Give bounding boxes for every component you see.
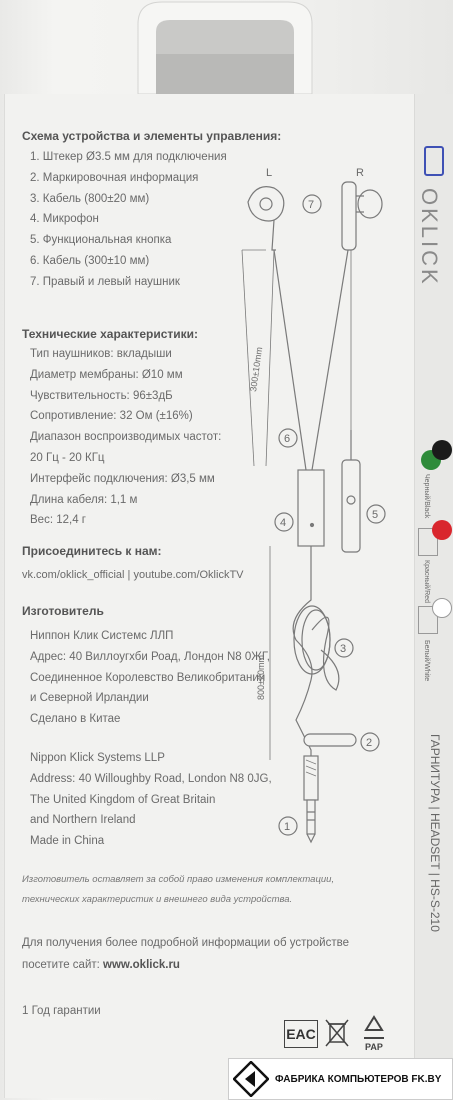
label-right: R xyxy=(356,167,364,179)
svg-text:2: 2 xyxy=(366,737,373,749)
eac-mark: EAC xyxy=(284,1020,318,1048)
cable-coil xyxy=(312,617,339,690)
side-brand: OKLICK xyxy=(417,188,442,287)
color-label-white: Белый/White xyxy=(423,640,430,682)
mfr-ru-line: Ниппон Клик Системс ЛЛП xyxy=(30,630,174,642)
scheme-list-line: 5. Функциональная кнопка xyxy=(30,234,172,247)
shop-logo-icon xyxy=(233,1061,269,1097)
button-module xyxy=(342,460,360,552)
svg-text:3: 3 xyxy=(340,643,347,655)
specs-list-line: Сопротивление: 32 Ом (±16%) xyxy=(30,410,193,423)
weee-bin-icon xyxy=(322,1016,352,1050)
website-link[interactable]: www.oklick.ru xyxy=(103,959,180,971)
mfr-ru-line: Адрес: 40 Виллоугхби Роад, Лондон N8 0ЖГ, xyxy=(30,650,270,663)
color-label-black: Черный/Black xyxy=(423,474,430,519)
headset-diagram xyxy=(226,160,411,920)
svg-text:1: 1 xyxy=(284,821,291,833)
specs-list-line: Чувствительность: 96±3дБ xyxy=(30,389,173,402)
scheme-list-line: 6. Кабель (300±10 мм) xyxy=(30,255,150,267)
svg-text:6: 6 xyxy=(284,433,291,445)
oklick-logo-icon xyxy=(424,146,444,176)
warranty-text: 1 Год гарантии xyxy=(22,1005,101,1017)
dim-short: 300±10mm xyxy=(248,346,265,393)
disclaimer-line-1: Изготовитель оставляет за собой право изменения комплектации, xyxy=(22,874,335,885)
right-cable xyxy=(312,250,348,470)
shop-name: ФАБРИКА КОМПЬЮТЕРОВ FK.BY xyxy=(275,1073,442,1085)
pap-label: PAP xyxy=(365,1042,383,1052)
specs-list-line: Тип наушников: вкладыши xyxy=(30,348,172,360)
hanger-tab xyxy=(118,0,330,94)
shop-banner[interactable] xyxy=(228,1058,453,1100)
mfr-ru-line: Соединенное Королевство Великобритании xyxy=(30,671,266,684)
scheme-list-line: 4. Микрофон xyxy=(30,213,99,226)
scheme-list-line: 7. Правый и левый наушник xyxy=(30,275,180,288)
specs-list-line: 20 Гц - 20 КГц xyxy=(30,452,105,464)
mfr-en-line: Nippon Klick Systems LLP xyxy=(30,752,165,764)
swatch-black xyxy=(432,440,452,460)
specs-list-line: Диаметр мембраны: Ø10 мм xyxy=(30,368,183,381)
scheme-list-line: 1. Штекер Ø3.5 мм для подключения xyxy=(30,151,227,163)
left-earbud xyxy=(248,187,284,250)
swatch-red xyxy=(432,520,452,540)
manufacturer-title: Изготовитель xyxy=(22,604,104,618)
more-info-line-2 xyxy=(22,955,180,976)
scheme-title: Схема устройства и элементы управления: xyxy=(22,129,282,143)
side-product-line: ГАРНИТУРА | HEADSET | HS-S-210 xyxy=(428,734,442,932)
marker-tag xyxy=(304,734,356,746)
plug-body xyxy=(304,756,318,800)
specs-list-line: Диапазон воспроизводимых частот: xyxy=(30,431,222,444)
specs-list-line: Интерфейс подключения: Ø3,5 мм xyxy=(30,472,215,485)
more-info-prefix: посетите сайт: xyxy=(22,959,104,971)
mfr-en-line: Made in China xyxy=(30,835,105,848)
specs-title: Технические характеристики: xyxy=(22,327,199,341)
recycle-icon xyxy=(358,1014,390,1042)
specs-list-line: Длина кабеля: 1,1 м xyxy=(30,493,138,506)
mfr-ru-line: Сделано в Китае xyxy=(30,713,121,726)
right-earbud xyxy=(342,182,382,250)
mfr-en-line: The United Kingdom of Great Britain xyxy=(30,793,216,806)
specs-list-line: Вес: 12,4 г xyxy=(30,514,86,527)
mfr-en-line: and Northern Ireland xyxy=(30,814,136,827)
social-links: vk.com/oklick_official | youtube.com/OklickTV xyxy=(22,569,244,581)
mfr-en-line: Address: 40 Willoughby Road, London N8 0JG, xyxy=(30,772,272,785)
svg-text:5: 5 xyxy=(372,509,379,521)
color-label-red: Красный/Red xyxy=(423,560,430,603)
svg-text:4: 4 xyxy=(280,517,287,529)
disclaimer-line-2: технических характеристик и внешнего вида устройства. xyxy=(22,894,293,905)
mfr-ru-line: и Северной Ирландии xyxy=(30,692,149,705)
label-left: L xyxy=(266,167,273,179)
swatch-white xyxy=(432,598,452,618)
more-info-line-1: Для получения более подробной информации об устройстве xyxy=(22,937,349,949)
svg-text:7: 7 xyxy=(308,199,315,211)
plug-tip xyxy=(307,800,315,834)
scheme-list-line: 2. Маркировочная информация xyxy=(30,171,199,184)
dim-long: 800±20mm xyxy=(256,655,266,700)
microphone-module xyxy=(298,470,324,546)
scheme-list-line: 3. Кабель (800±20 мм) xyxy=(30,192,150,205)
join-title: Присоединитесь к нам: xyxy=(22,544,162,558)
